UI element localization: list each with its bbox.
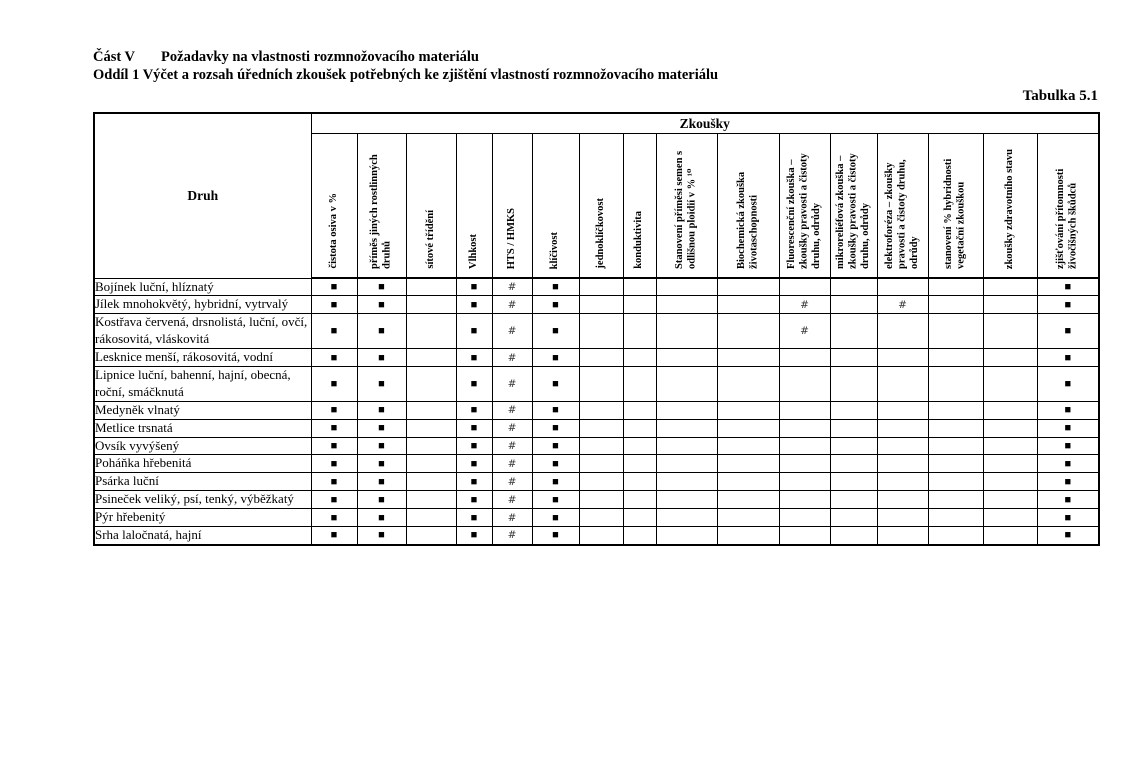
required-test-mark: ■ [357, 296, 406, 314]
empty-cell [983, 278, 1037, 296]
hash-test-mark: # [492, 473, 532, 491]
empty-cell [623, 509, 656, 527]
empty-cell [983, 526, 1037, 544]
table-row [94, 349, 1099, 367]
tests-table [93, 112, 1100, 546]
required-test-mark: ■ [311, 437, 357, 455]
empty-cell [983, 401, 1037, 419]
empty-cell [656, 437, 717, 455]
required-test-mark: ■ [532, 278, 579, 296]
table-row [94, 455, 1099, 473]
empty-cell [406, 491, 456, 509]
empty-cell [717, 296, 779, 314]
column-header-label: mikroreliéfová zkouška – zkoušky pravosti a čistoty druhu, odrůdy [834, 153, 871, 269]
species-cell: Jílek mnohokvětý, hybridní, vytrvalý [94, 296, 311, 314]
empty-cell [830, 455, 877, 473]
empty-cell [928, 437, 983, 455]
column-header-label: HTS / HMKS [505, 207, 517, 269]
required-test-mark: ■ [357, 473, 406, 491]
empty-cell [928, 401, 983, 419]
required-test-mark: ■ [456, 509, 492, 527]
empty-cell [983, 491, 1037, 509]
table-row [94, 419, 1099, 437]
required-test-mark: ■ [532, 455, 579, 473]
required-test-mark: ■ [532, 349, 579, 367]
empty-cell [928, 296, 983, 314]
required-test-mark: ■ [357, 526, 406, 544]
empty-cell [928, 473, 983, 491]
column-header-label: zjišťování přítomnosti živočišných škůdců [1055, 168, 1079, 269]
empty-cell [623, 473, 656, 491]
empty-cell [623, 526, 656, 544]
hash-test-mark: # [492, 296, 532, 314]
empty-cell [656, 296, 717, 314]
hash-test-mark: # [492, 314, 532, 349]
empty-cell [830, 526, 877, 544]
required-test-mark: ■ [1037, 296, 1099, 314]
empty-cell [928, 491, 983, 509]
column-header [877, 134, 928, 279]
part-label: Část V [93, 49, 136, 65]
column-header-label: Stanovení příměsi semen s odlišnou ploidií v % ¹⁰ [674, 150, 698, 269]
empty-cell [830, 419, 877, 437]
hash-test-mark: # [492, 349, 532, 367]
empty-cell [406, 401, 456, 419]
table-row [94, 491, 1099, 509]
empty-cell [623, 455, 656, 473]
column-header [983, 134, 1037, 279]
empty-cell [928, 509, 983, 527]
empty-cell [830, 296, 877, 314]
empty-cell [877, 526, 928, 544]
empty-cell [830, 437, 877, 455]
required-test-mark: ■ [311, 526, 357, 544]
required-test-mark: ■ [456, 455, 492, 473]
required-test-mark: ■ [311, 491, 357, 509]
empty-cell [406, 366, 456, 401]
hash-test-mark: # [492, 419, 532, 437]
required-test-mark: ■ [311, 278, 357, 296]
column-header [656, 134, 717, 279]
empty-cell [779, 473, 830, 491]
empty-cell [779, 526, 830, 544]
column-header-label: klíčivost [549, 231, 561, 269]
species-cell: Lesknice menší, rákosovitá, vodní [94, 349, 311, 367]
required-test-mark: ■ [1037, 314, 1099, 349]
group-header-row [94, 113, 1099, 134]
empty-cell [877, 455, 928, 473]
empty-cell [877, 366, 928, 401]
species-cell: Bojínek luční, hlíznatý [94, 278, 311, 296]
empty-cell [983, 366, 1037, 401]
column-header-label: příměs jiných rostlinných druhů [369, 154, 393, 269]
required-test-mark: ■ [456, 278, 492, 296]
empty-cell [579, 437, 623, 455]
empty-cell [656, 314, 717, 349]
required-test-mark: ■ [1037, 491, 1099, 509]
hash-test-mark: # [779, 296, 830, 314]
column-header-label: elektroforéza – zkoušky pravosti a čistoty druhu, odrůdy [883, 159, 920, 269]
required-test-mark: ■ [532, 473, 579, 491]
empty-cell [983, 349, 1037, 367]
table-row [94, 526, 1099, 544]
empty-cell [717, 526, 779, 544]
hash-test-mark: # [492, 366, 532, 401]
required-test-mark: ■ [532, 419, 579, 437]
column-header-label: jednoklíčkovost [594, 198, 606, 269]
empty-cell [623, 419, 656, 437]
required-test-mark: ■ [311, 401, 357, 419]
column-header [406, 134, 456, 279]
empty-cell [983, 419, 1037, 437]
hash-test-mark: # [492, 437, 532, 455]
required-test-mark: ■ [532, 437, 579, 455]
empty-cell [830, 278, 877, 296]
empty-cell [717, 473, 779, 491]
table-row [94, 314, 1099, 349]
empty-cell [579, 473, 623, 491]
required-test-mark: ■ [1037, 419, 1099, 437]
species-cell: Ovsík vyvýšený [94, 437, 311, 455]
empty-cell [406, 349, 456, 367]
empty-cell [830, 509, 877, 527]
empty-cell [406, 419, 456, 437]
empty-cell [830, 491, 877, 509]
column-header-label: zkoušky zdravotního stavu [1003, 148, 1015, 269]
empty-cell [877, 509, 928, 527]
required-test-mark: ■ [311, 349, 357, 367]
empty-cell [717, 401, 779, 419]
empty-cell [406, 437, 456, 455]
table-label: Tabulka 5.1 [1022, 88, 1098, 104]
table-row [94, 401, 1099, 419]
column-header-label: Fluorescenční zkouška – zkoušky pravosti a čistoty druhu, odrůdy [785, 153, 822, 269]
empty-cell [717, 349, 779, 367]
column-header [532, 134, 579, 279]
required-test-mark: ■ [1037, 473, 1099, 491]
required-test-mark: ■ [357, 314, 406, 349]
hash-test-mark: # [492, 278, 532, 296]
empty-cell [579, 314, 623, 349]
empty-cell [717, 509, 779, 527]
column-header [717, 134, 779, 279]
empty-cell [579, 296, 623, 314]
empty-cell [579, 366, 623, 401]
species-cell: Poháňka hřebenitá [94, 455, 311, 473]
empty-cell [983, 437, 1037, 455]
empty-cell [830, 473, 877, 491]
empty-cell [877, 473, 928, 491]
required-test-mark: ■ [311, 473, 357, 491]
empty-cell [406, 314, 456, 349]
hash-test-mark: # [779, 314, 830, 349]
required-test-mark: ■ [1037, 349, 1099, 367]
required-test-mark: ■ [357, 437, 406, 455]
empty-cell [877, 419, 928, 437]
group-header-zkousky: Zkoušky [311, 113, 1099, 134]
empty-cell [830, 314, 877, 349]
empty-cell [623, 401, 656, 419]
species-cell: Metlice trsnatá [94, 419, 311, 437]
required-test-mark: ■ [357, 349, 406, 367]
empty-cell [656, 455, 717, 473]
empty-cell [877, 278, 928, 296]
empty-cell [656, 366, 717, 401]
empty-cell [983, 296, 1037, 314]
required-test-mark: ■ [532, 314, 579, 349]
empty-cell [717, 314, 779, 349]
empty-cell [779, 401, 830, 419]
required-test-mark: ■ [357, 509, 406, 527]
required-test-mark: ■ [456, 437, 492, 455]
species-cell: Srha laločnatá, hajní [94, 526, 311, 544]
column-header-label: Biochemická zkouška životaschopnosti [735, 171, 759, 269]
empty-cell [717, 437, 779, 455]
column-header-label: sítové třídění [424, 210, 436, 269]
empty-cell [717, 455, 779, 473]
hash-test-mark: # [492, 509, 532, 527]
required-test-mark: ■ [456, 401, 492, 419]
required-test-mark: ■ [357, 455, 406, 473]
required-test-mark: ■ [357, 401, 406, 419]
table-row [94, 473, 1099, 491]
empty-cell [623, 366, 656, 401]
empty-cell [406, 278, 456, 296]
empty-cell [877, 401, 928, 419]
required-test-mark: ■ [311, 296, 357, 314]
required-test-mark: ■ [357, 278, 406, 296]
required-test-mark: ■ [311, 455, 357, 473]
table-row [94, 366, 1099, 401]
empty-cell [406, 509, 456, 527]
empty-cell [877, 491, 928, 509]
column-header-label: stanovení % hybridnosti vegetační zkouškou [943, 158, 967, 269]
required-test-mark: ■ [456, 366, 492, 401]
hash-test-mark: # [877, 296, 928, 314]
empty-cell [983, 509, 1037, 527]
empty-cell [656, 491, 717, 509]
hash-test-mark: # [492, 526, 532, 544]
empty-cell [656, 278, 717, 296]
empty-cell [877, 314, 928, 349]
required-test-mark: ■ [456, 473, 492, 491]
required-test-mark: ■ [456, 296, 492, 314]
required-test-mark: ■ [456, 491, 492, 509]
table-row [94, 437, 1099, 455]
required-test-mark: ■ [1037, 437, 1099, 455]
empty-cell [623, 349, 656, 367]
empty-cell [656, 419, 717, 437]
empty-cell [717, 491, 779, 509]
column-header [456, 134, 492, 279]
species-cell: Pýr hřebenitý [94, 509, 311, 527]
required-test-mark: ■ [1037, 366, 1099, 401]
empty-cell [928, 455, 983, 473]
table-row [94, 278, 1099, 296]
table-row [94, 509, 1099, 527]
empty-cell [579, 455, 623, 473]
empty-cell [406, 296, 456, 314]
empty-cell [928, 526, 983, 544]
species-cell: Lipnice luční, bahenní, hajní, obecná, roční, smáčknutá [94, 366, 311, 401]
empty-cell [779, 491, 830, 509]
hash-test-mark: # [492, 401, 532, 419]
empty-cell [779, 366, 830, 401]
column-header-druh: Druh [94, 113, 311, 278]
required-test-mark: ■ [1037, 455, 1099, 473]
species-cell: Psineček veliký, psí, tenký, výběžkatý [94, 491, 311, 509]
empty-cell [779, 455, 830, 473]
empty-cell [779, 419, 830, 437]
section-heading: Oddíl 1 Výčet a rozsah úředních zkoušek potřebných ke zjištění vlastností rozmnožovacího materiálu [93, 67, 719, 84]
empty-cell [928, 278, 983, 296]
empty-cell [717, 419, 779, 437]
required-test-mark: ■ [1037, 509, 1099, 527]
empty-cell [579, 349, 623, 367]
empty-cell [830, 349, 877, 367]
required-test-mark: ■ [532, 401, 579, 419]
empty-cell [779, 437, 830, 455]
hash-test-mark: # [492, 491, 532, 509]
required-test-mark: ■ [532, 366, 579, 401]
empty-cell [779, 349, 830, 367]
empty-cell [406, 473, 456, 491]
empty-cell [717, 278, 779, 296]
required-test-mark: ■ [311, 366, 357, 401]
document-heading [93, 48, 1073, 84]
required-test-mark: ■ [456, 349, 492, 367]
column-header [779, 134, 830, 279]
empty-cell [830, 401, 877, 419]
column-header [623, 134, 656, 279]
empty-cell [928, 314, 983, 349]
empty-cell [579, 526, 623, 544]
empty-cell [623, 314, 656, 349]
species-cell: Psárka luční [94, 473, 311, 491]
empty-cell [656, 349, 717, 367]
column-header [357, 134, 406, 279]
empty-cell [623, 296, 656, 314]
required-test-mark: ■ [456, 314, 492, 349]
required-test-mark: ■ [311, 419, 357, 437]
empty-cell [983, 455, 1037, 473]
required-test-mark: ■ [532, 509, 579, 527]
required-test-mark: ■ [311, 509, 357, 527]
required-test-mark: ■ [357, 366, 406, 401]
empty-cell [579, 491, 623, 509]
column-header [492, 134, 532, 279]
empty-cell [928, 366, 983, 401]
empty-cell [656, 509, 717, 527]
required-test-mark: ■ [1037, 278, 1099, 296]
empty-cell [656, 526, 717, 544]
required-test-mark: ■ [456, 526, 492, 544]
empty-cell [406, 455, 456, 473]
required-test-mark: ■ [311, 314, 357, 349]
column-header-label: Vlhkost [467, 233, 479, 269]
species-cell: Medyněk vlnatý [94, 401, 311, 419]
empty-cell [406, 526, 456, 544]
empty-cell [983, 314, 1037, 349]
hash-test-mark: # [492, 455, 532, 473]
column-header-label: čistota osiva v % [327, 193, 339, 269]
required-test-mark: ■ [532, 491, 579, 509]
empty-cell [579, 401, 623, 419]
column-header [579, 134, 623, 279]
empty-cell [623, 278, 656, 296]
empty-cell [717, 366, 779, 401]
required-test-mark: ■ [357, 491, 406, 509]
required-test-mark: ■ [1037, 526, 1099, 544]
column-header [1037, 134, 1099, 279]
part-title: Požadavky na vlastnosti rozmnožovacího materiálu [161, 49, 479, 65]
empty-cell [579, 278, 623, 296]
empty-cell [656, 473, 717, 491]
empty-cell [877, 349, 928, 367]
empty-cell [656, 401, 717, 419]
column-header [311, 134, 357, 279]
empty-cell [830, 366, 877, 401]
table-row [94, 296, 1099, 314]
required-test-mark: ■ [357, 419, 406, 437]
required-test-mark: ■ [532, 526, 579, 544]
required-test-mark: ■ [532, 296, 579, 314]
column-header [928, 134, 983, 279]
empty-cell [623, 437, 656, 455]
empty-cell [579, 419, 623, 437]
column-header [830, 134, 877, 279]
required-test-mark: ■ [456, 419, 492, 437]
species-cell: Kostřava červená, drsnolistá, luční, ovčí, rákosovitá, vláskovitá [94, 314, 311, 349]
empty-cell [779, 509, 830, 527]
empty-cell [623, 491, 656, 509]
empty-cell [983, 473, 1037, 491]
empty-cell [779, 278, 830, 296]
empty-cell [928, 419, 983, 437]
part-heading [93, 48, 1073, 66]
empty-cell [877, 437, 928, 455]
empty-cell [579, 509, 623, 527]
empty-cell [928, 349, 983, 367]
required-test-mark: ■ [1037, 401, 1099, 419]
column-header-label: konduktivita [633, 211, 645, 269]
